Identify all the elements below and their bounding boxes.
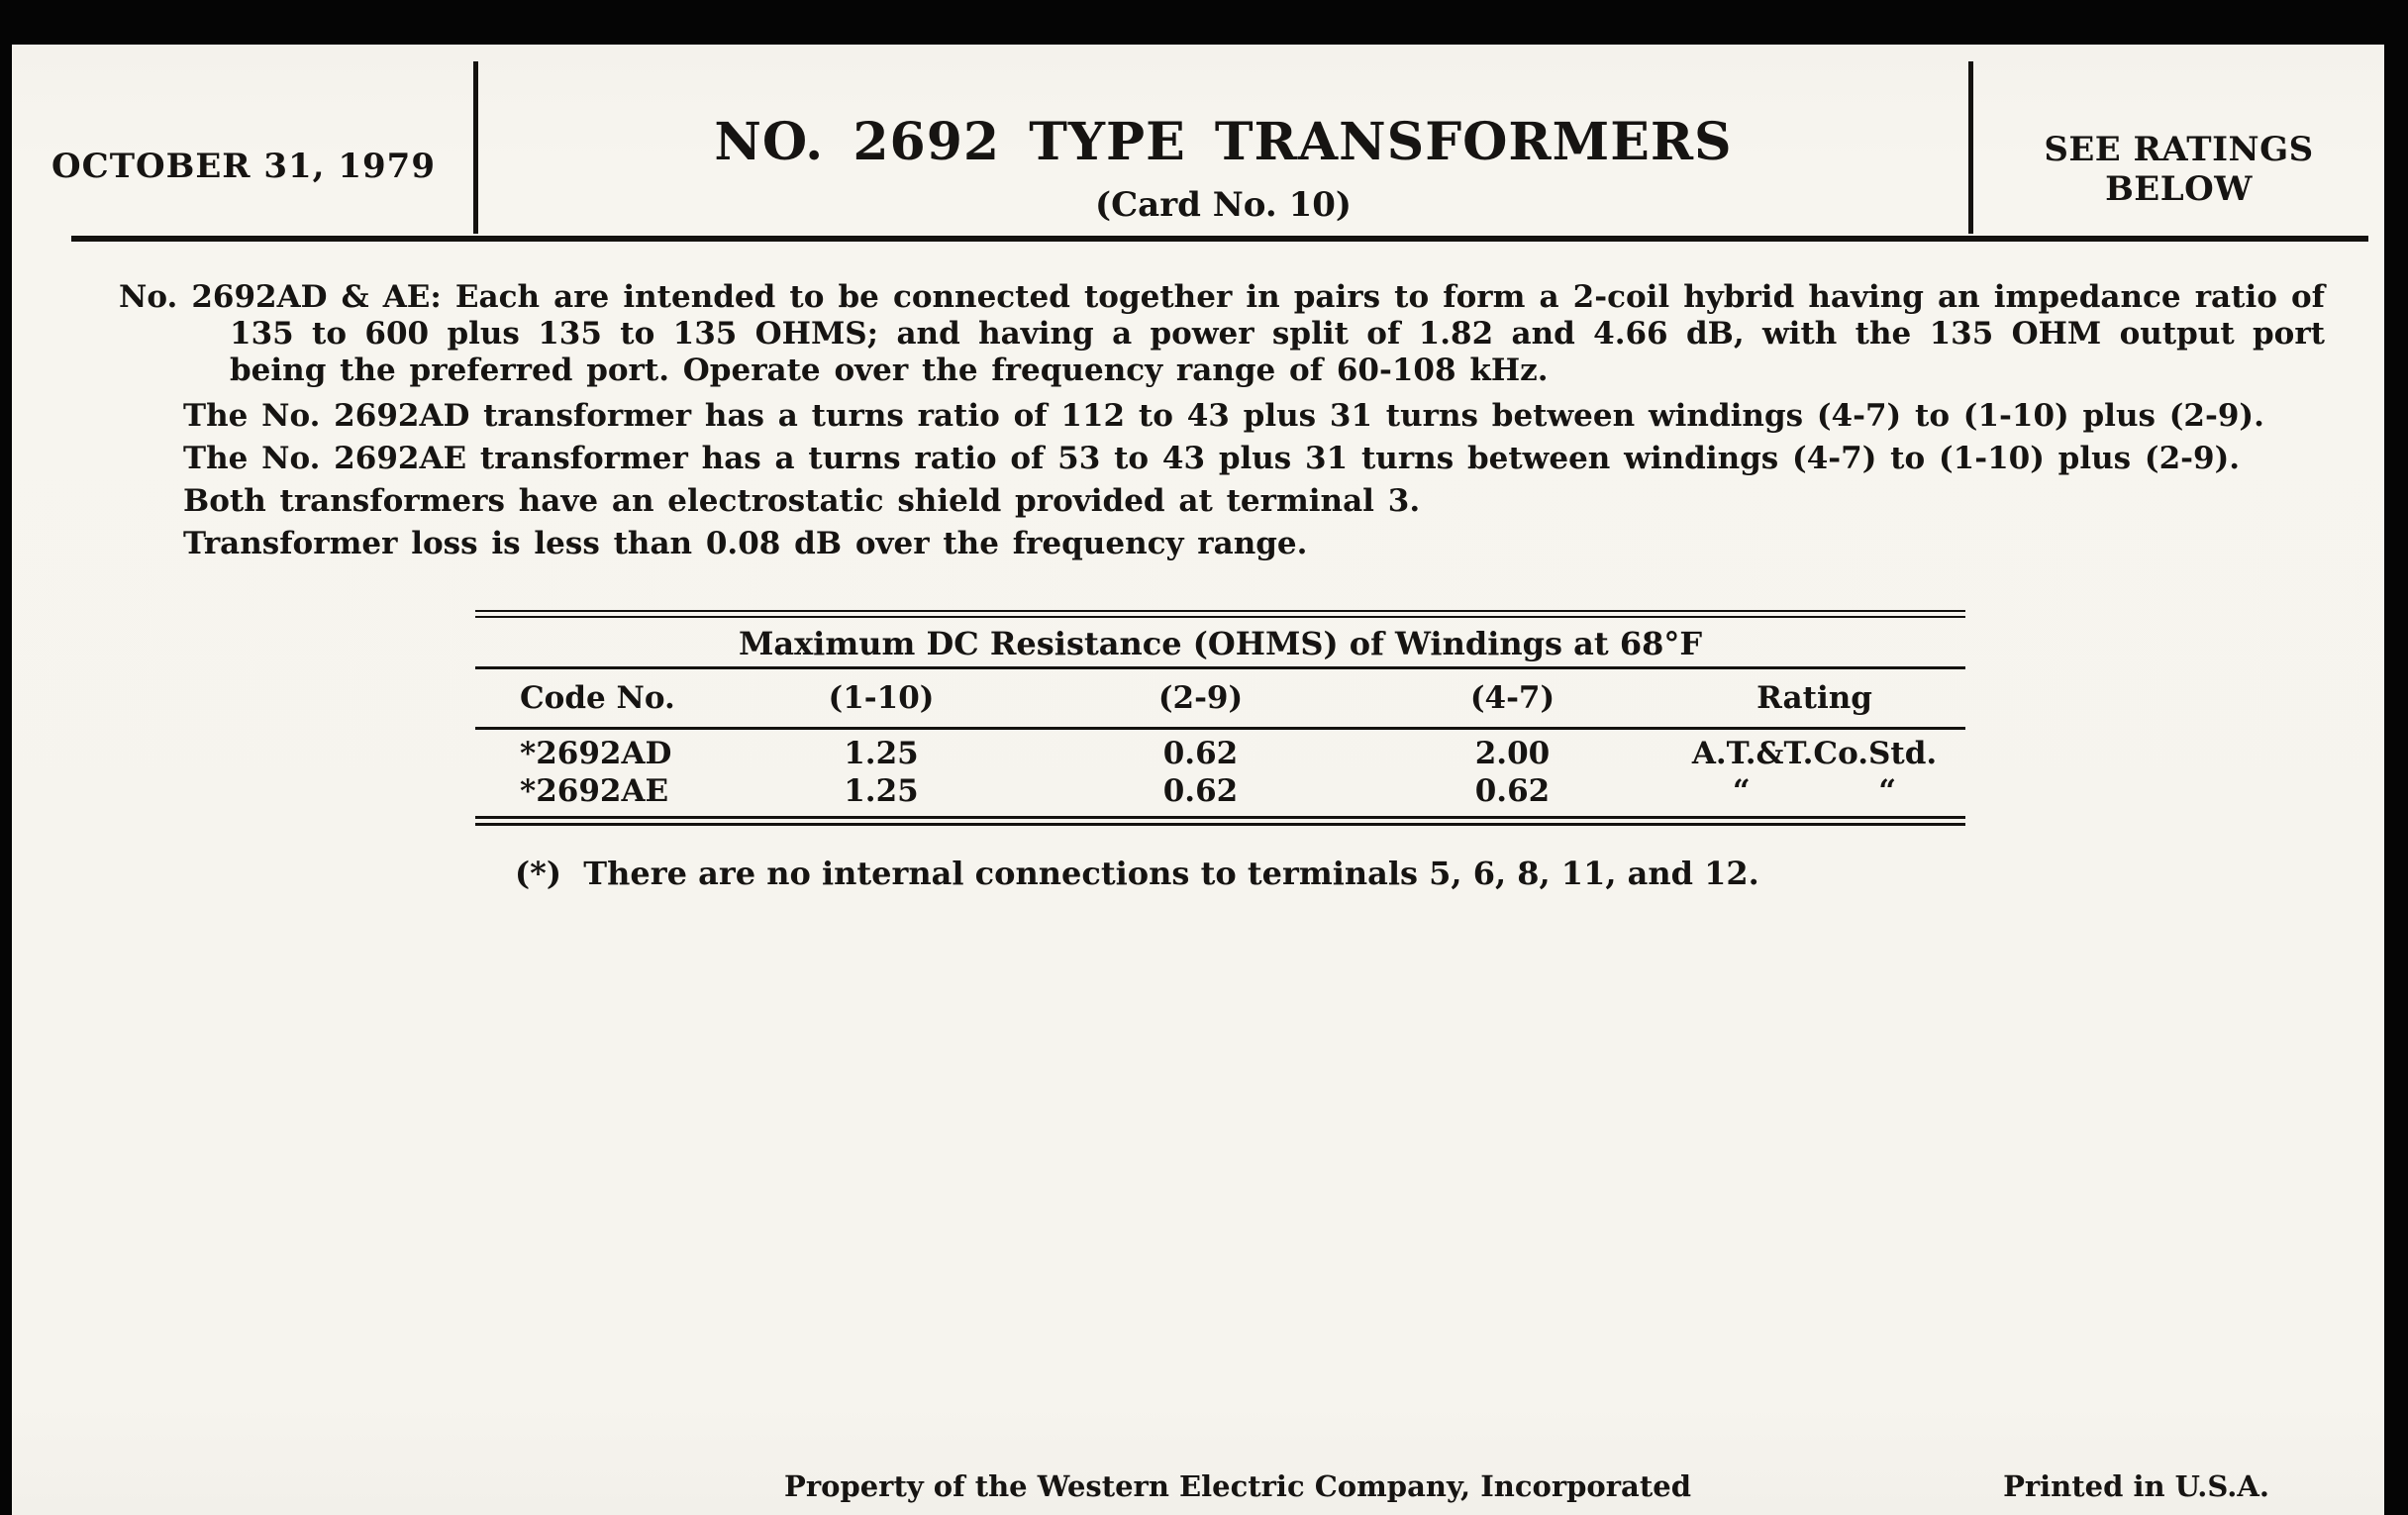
resistance-table xyxy=(475,610,1965,826)
column-header-2-9: (2-9) xyxy=(1157,680,1244,716)
table-header-rule xyxy=(475,727,1965,730)
cell-4-7: 2.00 xyxy=(1474,736,1551,771)
card-header xyxy=(12,45,2384,238)
paragraph-transformer-loss: Transformer loss is less than 0.08 dB over the frequency range. xyxy=(183,526,1308,561)
ratings-note-line1: SEE RATINGS xyxy=(2044,130,2314,169)
paragraph-turns-ratio-2692ad: The No. 2692AD transformer has a turns ratio of 112 to 43 plus 31 turns between windings (4-7) to (1-10) plus (2-9). xyxy=(183,398,2264,434)
card-paper xyxy=(12,45,2384,1515)
header-title-block xyxy=(478,45,1968,238)
cell-2-9: 0.62 xyxy=(1162,773,1239,809)
footer-printed-in-usa: Printed in U.S.A. xyxy=(2003,1469,2269,1503)
card-subtitle: (Card No. 10) xyxy=(1095,185,1352,225)
cell-1-10: 1.25 xyxy=(844,773,919,809)
footer-property-notice: Property of the Western Electric Company, Incorporated xyxy=(784,1469,1691,1503)
cell-1-10: 1.25 xyxy=(844,736,919,771)
cell-4-7: 0.62 xyxy=(1474,773,1551,809)
column-header-1-10: (1-10) xyxy=(828,680,935,716)
column-header-code: Code No. xyxy=(520,680,675,716)
card-date: OCTOBER 31, 1979 xyxy=(51,147,436,186)
cell-2-9: 0.62 xyxy=(1162,736,1239,771)
cell-code: *2692AD xyxy=(520,736,672,771)
paragraph-electrostatic-shield: Both transformers have an electrostatic shield provided at terminal 3. xyxy=(183,483,1421,519)
header-rule xyxy=(71,236,2368,242)
column-header-rating: Rating xyxy=(1756,680,1872,716)
table-top-rule xyxy=(475,610,1965,618)
paragraph-hybrid-description: No. 2692AD & AE: Each are intended to be connected together in pairs to form a 2-coil hybrid having an impedance ratio of 135 to 600 plus 135 to 135 OHMS; and having a power split of 1.82 and 4.66 dB, with the 135 OHM output port being the preferred port. Operate over the frequency range of 60-108 kHz. xyxy=(119,279,2325,388)
table-row-2692ad xyxy=(475,735,1965,772)
card-footer xyxy=(12,1469,2384,1509)
cell-rating-ditto: “ “ xyxy=(1732,773,1897,809)
table-bottom-rule xyxy=(475,816,1965,826)
table-row-2692ae xyxy=(475,772,1965,810)
paragraph-turns-ratio-2692ae: The No. 2692AE transformer has a turns ratio of 53 to 43 plus 31 turns between windings (4-7) to (1-10) plus (2-9). xyxy=(183,441,2241,476)
cell-rating: A.T.&T.Co.Std. xyxy=(1691,736,1938,771)
cell-code: *2692AE xyxy=(520,773,669,809)
column-header-4-7: (4-7) xyxy=(1469,680,1555,716)
card-title: NO. 2692 TYPE TRANSFORMERS xyxy=(714,112,1733,172)
description-block xyxy=(119,279,2325,562)
ratings-note-line2: BELOW xyxy=(2105,169,2253,209)
table-title: Maximum DC Resistance (OHMS) of Windings at 68°F xyxy=(738,625,1703,662)
ratings-note xyxy=(1973,130,2384,209)
footnote-terminals: (*) There are no internal connections to terminals 5, 6, 8, 11, and 12. xyxy=(515,855,1759,892)
table-header-row xyxy=(475,669,1965,727)
